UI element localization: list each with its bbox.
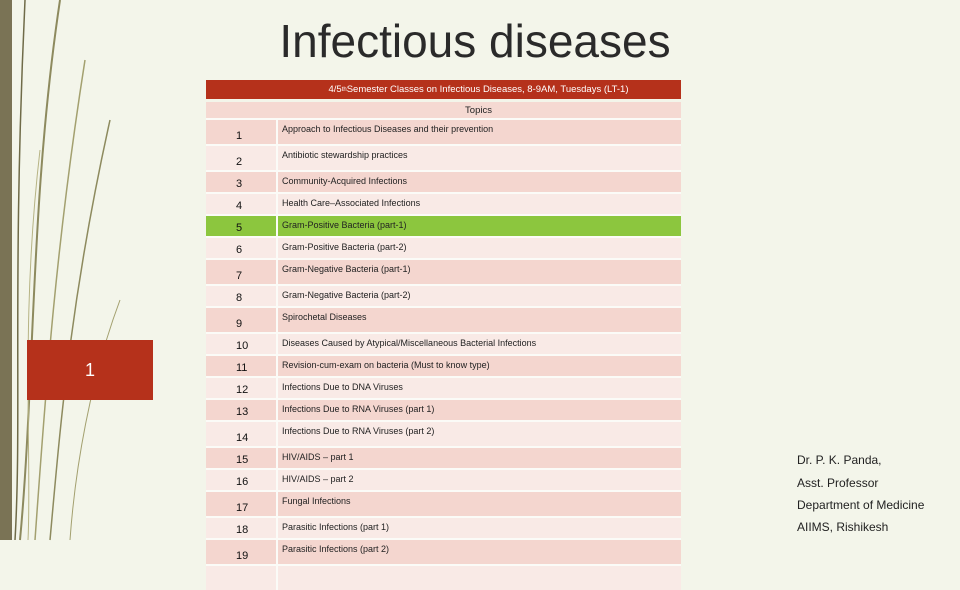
table-row [206, 354, 681, 376]
row-number: 11 [206, 356, 278, 376]
page-number: 1 [85, 359, 96, 380]
author-name: Dr. P. K. Panda, [797, 453, 882, 467]
row-number: 12 [206, 378, 278, 398]
table-row [206, 376, 681, 398]
row-number: 10 [206, 334, 278, 354]
table-row [206, 332, 681, 354]
table-row [206, 398, 681, 420]
row-number: 2 [206, 146, 278, 170]
row-number: 15 [206, 448, 278, 468]
row-number: 7 [206, 260, 278, 284]
row-number: 8 [206, 286, 278, 306]
row-topic: Antibiotic stewardship practices [282, 150, 408, 160]
row-topic: Diseases Caused by Atypical/Miscellaneous Bacterial Infections [282, 338, 537, 348]
row-topic: HIV/AIDS – part 2 [282, 474, 354, 484]
row-number: 17 [206, 492, 278, 516]
row-number: 5 [206, 216, 278, 236]
row-topic: Parasitic Infections (part 1) [282, 522, 390, 532]
row-topic: Health Care–Associated Infections [282, 198, 421, 208]
author-department: Department of Medicine [797, 498, 925, 512]
row-topic: Gram-Positive Bacteria (part-1) [282, 220, 407, 230]
page-number-badge [27, 340, 153, 400]
table-row-cut-off [206, 564, 681, 590]
slide-title: Infectious diseases [279, 15, 671, 67]
row-number: 9 [206, 308, 278, 332]
table-row [206, 538, 681, 564]
row-topic: Gram-Positive Bacteria (part-2) [282, 242, 407, 252]
table-row [206, 490, 681, 516]
table-row [206, 118, 681, 144]
row-topic: HIV/AIDS – part 1 [282, 452, 354, 462]
table-row [206, 420, 681, 446]
row-number: 19 [206, 540, 278, 564]
author-designation: Asst. Professor [797, 476, 879, 490]
table-row [206, 446, 681, 468]
row-topic: Community-Acquired Infections [282, 176, 408, 186]
table-row [206, 284, 681, 306]
row-topic: Parasitic Infections (part 2) [282, 544, 390, 554]
table-subheader: Topics [206, 102, 681, 118]
row-number: 1 [206, 120, 278, 144]
row-topic: Spirochetal Diseases [282, 312, 367, 322]
table-row-highlighted [206, 214, 681, 236]
table-row [206, 144, 681, 170]
table-row [206, 306, 681, 332]
row-topic: Revision-cum-exam on bacteria (Must to know type) [282, 360, 490, 370]
author-institute: AIIMS, Rishikesh [797, 520, 889, 534]
row-number: 3 [206, 172, 278, 192]
header-sup: th [341, 86, 347, 93]
row-topic: Fungal Infections [282, 496, 351, 506]
table-row [206, 170, 681, 192]
row-number: 18 [206, 518, 278, 538]
row-topic: Infections Due to RNA Viruses (part 1) [282, 404, 435, 414]
row-number: 14 [206, 422, 278, 446]
row-topic: Gram-Negative Bacteria (part-1) [282, 264, 411, 274]
header-prefix: 4/5 [328, 84, 342, 95]
row-number: 6 [206, 238, 278, 258]
table-row [206, 258, 681, 284]
decorative-curves [0, 0, 130, 540]
table-row [206, 468, 681, 490]
table-header [206, 80, 681, 99]
table-row [206, 236, 681, 258]
row-topic: Approach to Infectious Diseases and their prevention [282, 124, 494, 134]
row-topic: Gram-Negative Bacteria (part-2) [282, 290, 411, 300]
table-row [206, 516, 681, 538]
header-suffix: Semester Classes on Infectious Diseases, 8-9AM, Tuesdays (LT-1) [346, 84, 629, 95]
table-row [206, 192, 681, 214]
schedule-table [206, 80, 681, 562]
row-number: 16 [206, 470, 278, 490]
row-topic: Infections Due to RNA Viruses (part 2) [282, 426, 435, 436]
row-topic: Infections Due to DNA Viruses [282, 382, 403, 392]
row-number: 4 [206, 194, 278, 214]
row-number: 13 [206, 400, 278, 420]
